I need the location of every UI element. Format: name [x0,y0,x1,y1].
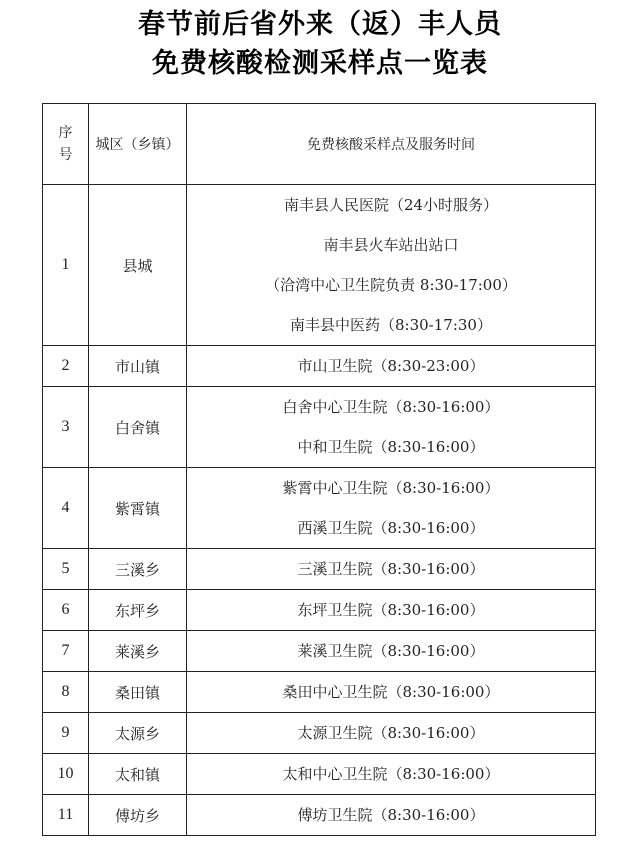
site-entry: 西溪卫生院（8:30-16:00） [297,519,485,537]
row-number: 5 [43,549,89,590]
site-entry: 市山卫生院（8:30-23:00） [297,357,485,375]
site-entry: 东坪卫生院（8:30-16:00） [297,601,485,619]
row-sites [187,795,596,836]
table-row [43,754,596,795]
document-title-line1: 春节前后省外来（返）丰人员 [138,9,502,40]
row-sites [187,590,596,631]
table-row [43,795,596,836]
table-row [43,346,596,387]
row-district: 紫霄镇 [89,468,187,549]
table-row [43,185,596,346]
row-district: 白舍镇 [89,387,187,468]
table-row [43,631,596,672]
row-number: 8 [43,672,89,713]
row-sites [187,387,596,468]
site-entry: 南丰县火车站出站口 [323,236,459,254]
sampling-sites-table [42,103,596,836]
row-district: 县城 [89,185,187,346]
row-number: 7 [43,631,89,672]
header-district: 城区（乡镇） [89,104,187,185]
table-header-row [43,104,596,185]
row-district: 太源乡 [89,713,187,754]
row-number: 4 [43,468,89,549]
row-number: 6 [43,590,89,631]
row-number: 2 [43,346,89,387]
row-number: 9 [43,713,89,754]
row-sites [187,631,596,672]
site-entry: 傅坊卫生院（8:30-16:00） [297,806,485,824]
site-entry: 紫霄中心卫生院（8:30-16:00） [282,479,500,497]
header-sites: 免费核酸采样点及服务时间 [187,104,596,185]
header-seq [43,104,89,185]
row-sites [187,713,596,754]
site-entry: 桑田中心卫生院（8:30-16:00） [282,683,500,701]
row-sites [187,185,596,346]
row-district: 莱溪乡 [89,631,187,672]
row-number: 3 [43,387,89,468]
header-seq-char1: 序 [58,125,73,141]
site-entry: 太和中心卫生院（8:30-16:00） [282,765,500,783]
row-district: 市山镇 [89,346,187,387]
site-entry: （洽湾中心卫生院负责 8:30-17:00） [265,276,517,294]
header-seq-char2: 号 [58,147,73,163]
row-number: 10 [43,754,89,795]
row-district: 桑田镇 [89,672,187,713]
row-district: 傅坊乡 [89,795,187,836]
table-row [43,468,596,549]
table-row [43,590,596,631]
row-district: 三溪乡 [89,549,187,590]
site-entry: 三溪卫生院（8:30-16:00） [297,560,485,578]
document-title-line2: 免费核酸检测采样点一览表 [152,48,488,79]
site-entry: 中和卫生院（8:30-16:00） [297,438,485,456]
table-row [43,672,596,713]
row-sites [187,672,596,713]
row-number: 1 [43,185,89,346]
site-entry: 莱溪卫生院（8:30-16:00） [297,642,485,660]
row-number: 11 [43,795,89,836]
site-entry: 白舍中心卫生院（8:30-16:00） [282,398,500,416]
row-sites [187,754,596,795]
site-entry: 南丰县人民医院（24小时服务） [283,196,499,214]
row-sites [187,549,596,590]
site-entry: 太源卫生院（8:30-16:00） [297,724,485,742]
table-row [43,549,596,590]
table-row [43,713,596,754]
row-district: 东坪乡 [89,590,187,631]
site-entry: 南丰县中医药（8:30-17:30） [290,316,492,334]
row-sites [187,346,596,387]
row-sites [187,468,596,549]
table-row [43,387,596,468]
row-district: 太和镇 [89,754,187,795]
